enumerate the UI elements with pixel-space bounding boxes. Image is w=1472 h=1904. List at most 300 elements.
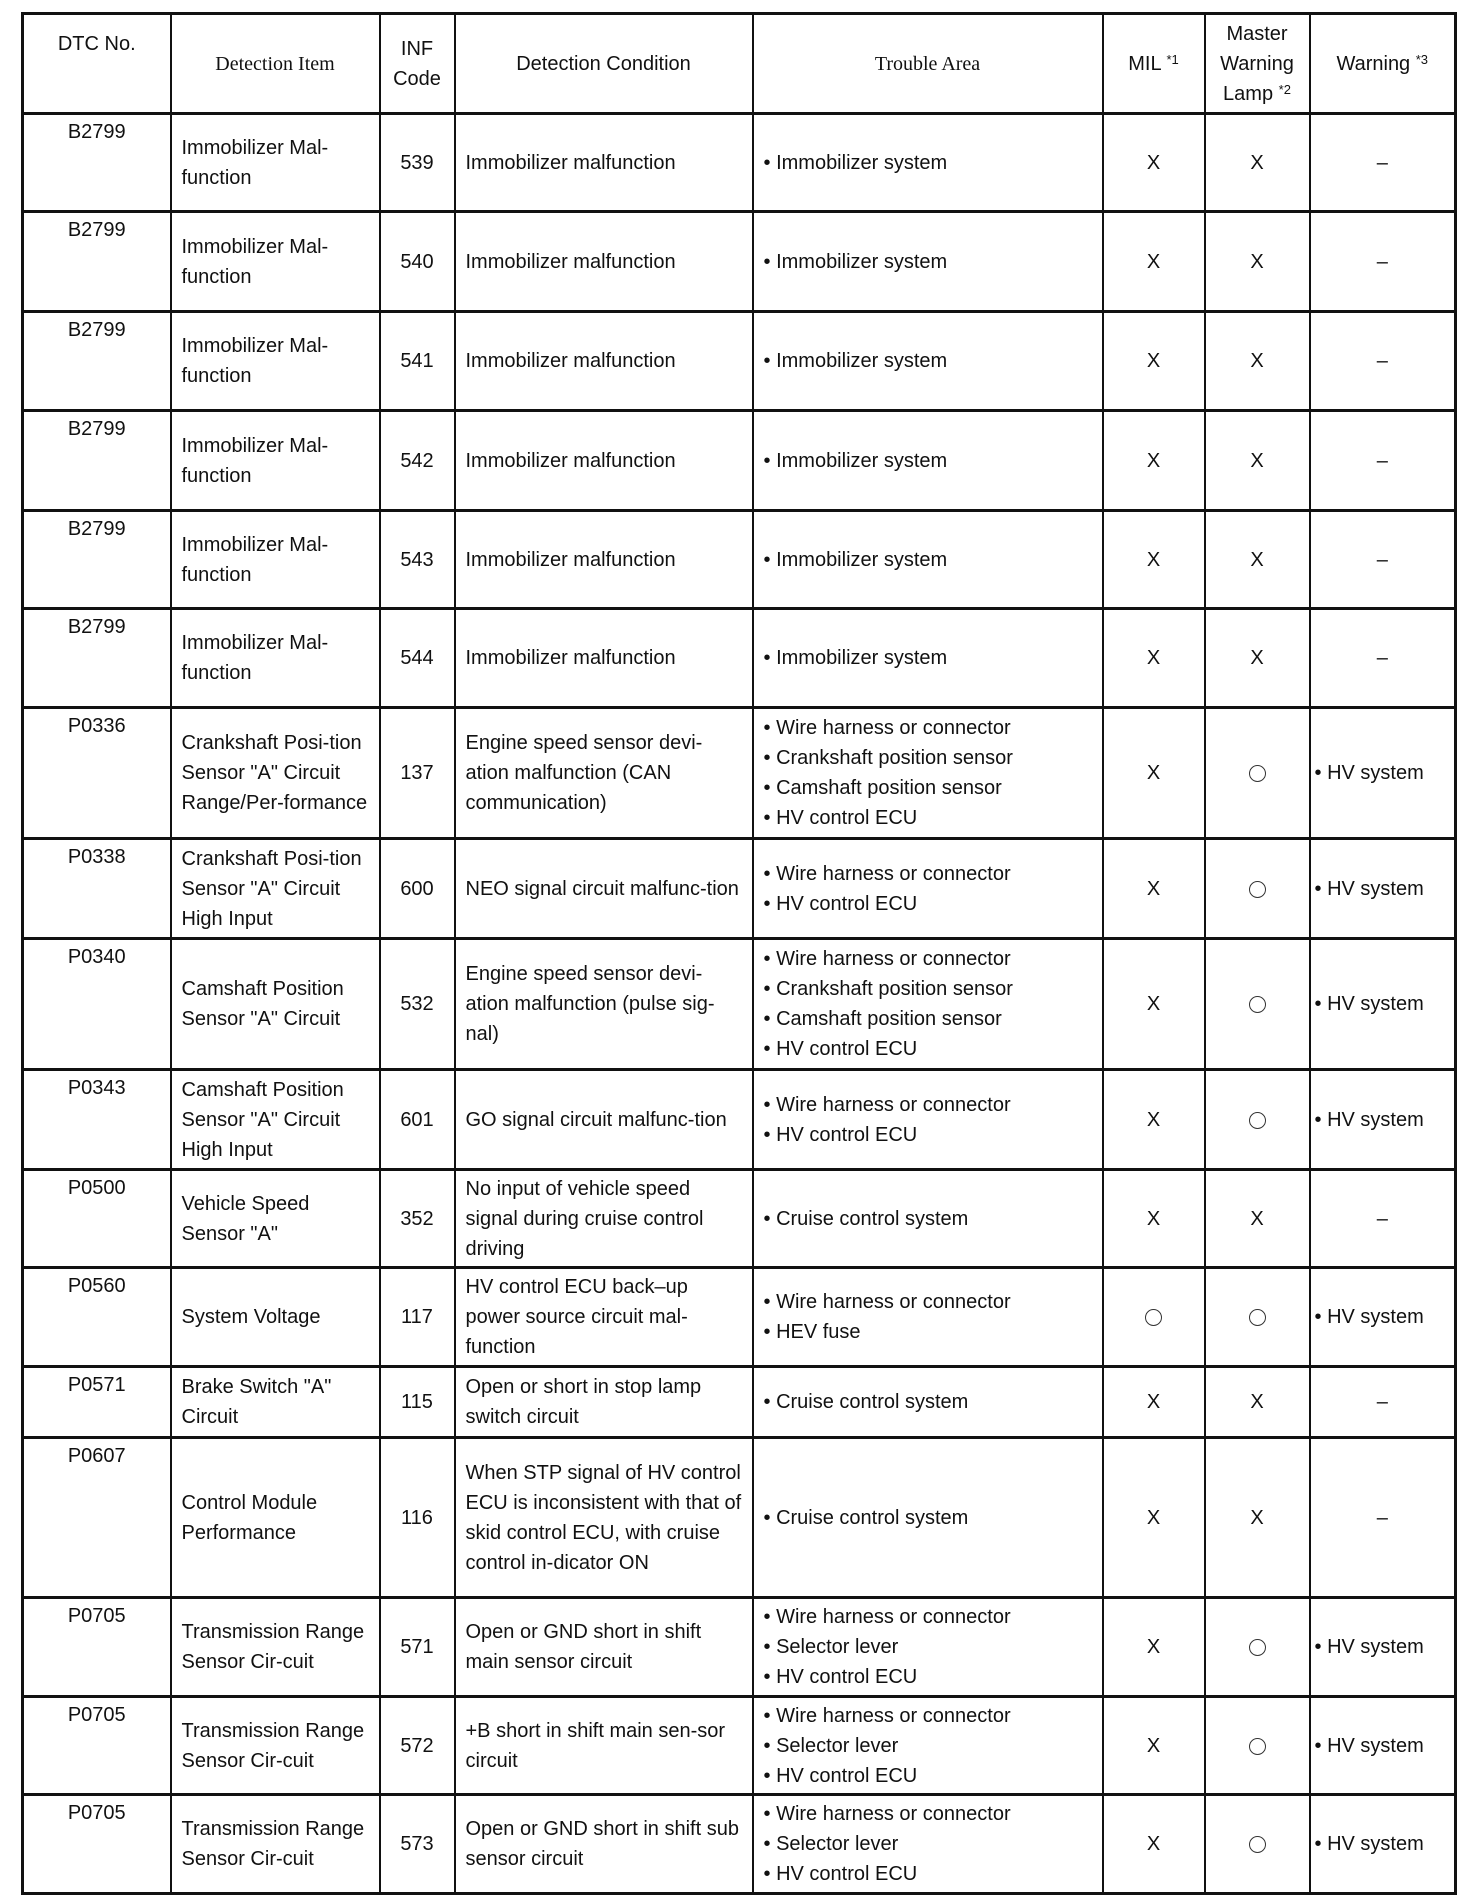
- dtc-code: P0340: [67, 946, 126, 968]
- trouble-area-item: • HV control ECU: [764, 1761, 1092, 1791]
- dtc-code: B2799: [67, 518, 126, 540]
- mil-value: X: [1146, 1506, 1161, 1529]
- master-warning-cell: [1205, 1598, 1310, 1697]
- table-row: [23, 1070, 1456, 1170]
- trouble-area-cell: [753, 839, 1103, 939]
- detection-item-cell: [171, 312, 380, 411]
- detection-item-cell: [171, 511, 380, 609]
- inf-code: 542: [400, 449, 434, 472]
- dtc-cell: [23, 1795, 171, 1894]
- detection-item: System Voltage: [181, 1306, 321, 1328]
- detection-item: Camshaft Position Sensor "A" Circuit: [181, 978, 344, 1030]
- mil-cell: [1103, 1697, 1205, 1795]
- mil-value: X: [1146, 1207, 1161, 1230]
- inf-code-cell: [380, 212, 455, 312]
- inf-code: 352: [400, 1207, 434, 1230]
- detection-item: Immobilizer Mal-function: [181, 632, 329, 684]
- dtc-code: B2799: [67, 616, 126, 638]
- table-row: [23, 1795, 1456, 1894]
- master-warning-value: X: [1250, 1391, 1264, 1413]
- detection-item: Camshaft Position Sensor "A" Circuit High Input: [181, 1078, 344, 1161]
- dtc-cell: [23, 1367, 171, 1438]
- mil-cell: [1103, 708, 1205, 839]
- mil-cell: [1103, 609, 1205, 708]
- detection-condition-cell: [455, 312, 753, 411]
- master-warning-cell: [1205, 411, 1310, 511]
- inf-code: 137: [400, 762, 434, 784]
- dtc-code: B2799: [67, 418, 126, 440]
- detection-condition: HV control ECU back–up power source circuit mal-function: [465, 1276, 688, 1358]
- mil-cell: [1103, 1070, 1205, 1170]
- header-dtc-label: DTC No.: [57, 33, 136, 55]
- detection-item-cell: [171, 1697, 380, 1795]
- detection-item-cell: [171, 1598, 380, 1697]
- master-warning-cell: [1205, 1367, 1310, 1438]
- trouble-area-cell: [753, 1598, 1103, 1697]
- trouble-area-item: • Cruise control system: [764, 1387, 1092, 1417]
- detection-item-cell: [171, 1170, 380, 1268]
- detection-condition-cell: [455, 411, 753, 511]
- mil-footnote: *1: [1166, 51, 1179, 67]
- warning-value: • HV system: [1315, 1109, 1424, 1131]
- dtc-cell: [23, 511, 171, 609]
- mil-value: X: [1146, 877, 1161, 900]
- mil-value: X: [1146, 647, 1161, 669]
- detection-condition: Engine speed sensor devi-ation malfunction (pulse sig-nal): [465, 963, 715, 1045]
- trouble-area-item: • HV control ECU: [764, 1034, 1092, 1064]
- warning-cell: [1310, 1598, 1456, 1697]
- warning-cell: [1310, 1438, 1456, 1598]
- detection-condition-cell: [455, 939, 753, 1070]
- inf-code: 541: [400, 350, 434, 372]
- trouble-area-item: • Immobilizer system: [764, 247, 1092, 277]
- trouble-area-item: • Wire harness or connector: [764, 1602, 1092, 1632]
- dtc-code: P0705: [67, 1605, 126, 1627]
- inf-code-cell: [380, 1598, 455, 1697]
- inf-code-cell: [380, 1697, 455, 1795]
- detection-condition: Immobilizer malfunction: [465, 250, 676, 273]
- detection-item: Transmission Range Sensor Cir-cuit: [181, 1719, 365, 1772]
- inf-code: 540: [400, 250, 434, 273]
- trouble-area-cell: [753, 1795, 1103, 1894]
- warning-cell: [1310, 1367, 1456, 1438]
- master-warning-circle-icon: [1249, 1112, 1266, 1129]
- table-row: [23, 1598, 1456, 1697]
- detection-condition-cell: [455, 839, 753, 939]
- inf-code: 117: [401, 1306, 433, 1328]
- inf-code-cell: [380, 1170, 455, 1268]
- master-warning-circle-icon: [1249, 765, 1266, 782]
- detection-condition-cell: [455, 511, 753, 609]
- trouble-area-item: • Immobilizer system: [764, 446, 1092, 476]
- header-inf-label: INF Code: [393, 37, 441, 90]
- master-warning-cell: [1205, 1170, 1310, 1268]
- warning-value: –: [1376, 1391, 1388, 1413]
- header-trouble-area: [753, 14, 1103, 114]
- header-item-label: Detection Item: [215, 52, 335, 75]
- dtc-cell: [23, 212, 171, 312]
- detection-condition: Open or GND short in shift main sensor circuit: [465, 1621, 702, 1673]
- inf-code-cell: [380, 1268, 455, 1367]
- detection-item-cell: [171, 1795, 380, 1894]
- mil-value: X: [1146, 250, 1161, 273]
- trouble-area-item: • Wire harness or connector: [764, 859, 1092, 889]
- inf-code-cell: [380, 1367, 455, 1438]
- mil-circle-icon: [1145, 1309, 1162, 1326]
- trouble-area-item: • Selector lever: [764, 1829, 1092, 1859]
- detection-condition: Immobilizer malfunction: [465, 548, 676, 571]
- detection-item: Transmission Range Sensor Cir-cuit: [181, 1818, 365, 1870]
- detection-item: Control Module Performance: [181, 1491, 318, 1544]
- master-warning-value: X: [1250, 548, 1264, 571]
- header-dtc: [23, 14, 171, 114]
- warning-cell: [1310, 839, 1456, 939]
- master-warning-value: X: [1250, 151, 1264, 174]
- trouble-area-item: • Wire harness or connector: [764, 1701, 1092, 1731]
- detection-condition: Immobilizer malfunction: [465, 449, 676, 472]
- detection-condition: Immobilizer malfunction: [465, 151, 676, 174]
- inf-code: 116: [401, 1506, 433, 1529]
- inf-code-cell: [380, 1795, 455, 1894]
- inf-code: 532: [400, 993, 434, 1015]
- warning-value: –: [1376, 1207, 1388, 1230]
- detection-condition-cell: [455, 1070, 753, 1170]
- master-warning-circle-icon: [1249, 1639, 1266, 1656]
- mil-cell: [1103, 939, 1205, 1070]
- trouble-area-item: • HV control ECU: [764, 1859, 1092, 1889]
- inf-code-cell: [380, 939, 455, 1070]
- dtc-code: P0343: [67, 1077, 126, 1099]
- dtc-cell: [23, 114, 171, 212]
- table-row: [23, 1268, 1456, 1367]
- mil-value: X: [1146, 1108, 1161, 1131]
- trouble-area-cell: [753, 411, 1103, 511]
- detection-item: Brake Switch "A" Circuit: [181, 1376, 332, 1428]
- table-row: [23, 212, 1456, 312]
- warning-cell: [1310, 1268, 1456, 1367]
- trouble-area-item: • Cruise control system: [764, 1204, 1092, 1234]
- detection-item-cell: [171, 411, 380, 511]
- detection-condition-cell: [455, 1170, 753, 1268]
- header-inf-code: [380, 14, 455, 114]
- warning-cell: [1310, 708, 1456, 839]
- header-master-label: Master Warning Lamp: [1220, 22, 1294, 105]
- detection-condition: Engine speed sensor devi-ation malfunction (CAN communication): [465, 732, 703, 814]
- detection-condition-cell: [455, 1268, 753, 1367]
- mil-value: X: [1146, 449, 1161, 472]
- trouble-area-item: • Crankshaft position sensor: [764, 974, 1092, 1004]
- dtc-code: P0705: [67, 1802, 126, 1824]
- master-warning-cell: [1205, 212, 1310, 312]
- mil-cell: [1103, 212, 1205, 312]
- trouble-area-cell: [753, 212, 1103, 312]
- detection-item: Immobilizer Mal-function: [181, 335, 329, 387]
- trouble-area-item: • Selector lever: [764, 1731, 1092, 1761]
- warning-value: • HV system: [1315, 878, 1424, 900]
- dtc-code: P0336: [67, 715, 126, 737]
- inf-code: 600: [400, 877, 434, 900]
- master-warning-cell: [1205, 1438, 1310, 1598]
- mil-cell: [1103, 1795, 1205, 1894]
- trouble-area-item: • Wire harness or connector: [764, 944, 1092, 974]
- master-warning-value: X: [1250, 1506, 1264, 1529]
- dtc-code: B2799: [67, 319, 126, 341]
- master-warning-value: X: [1250, 1207, 1264, 1230]
- dtc-table: [21, 12, 1457, 1895]
- dtc-cell: [23, 312, 171, 411]
- trouble-area-cell: [753, 511, 1103, 609]
- dtc-cell: [23, 1598, 171, 1697]
- detection-item-cell: [171, 212, 380, 312]
- inf-code-cell: [380, 411, 455, 511]
- trouble-area-item: • HV control ECU: [764, 803, 1092, 833]
- detection-item: Immobilizer Mal-function: [181, 533, 329, 586]
- dtc-code: B2799: [67, 121, 126, 143]
- trouble-area-item: • Immobilizer system: [764, 346, 1092, 376]
- trouble-area-item: • Wire harness or connector: [764, 1799, 1092, 1829]
- detection-condition-cell: [455, 1795, 753, 1894]
- table-row: [23, 1170, 1456, 1268]
- master-warning-cell: [1205, 609, 1310, 708]
- mil-cell: [1103, 411, 1205, 511]
- dtc-cell: [23, 1070, 171, 1170]
- detection-condition: Open or GND short in shift sub sensor circuit: [465, 1818, 739, 1870]
- mil-value: X: [1146, 151, 1161, 174]
- dtc-cell: [23, 939, 171, 1070]
- mil-value: X: [1146, 350, 1161, 372]
- detection-item-cell: [171, 839, 380, 939]
- table-row: [23, 708, 1456, 839]
- trouble-area-item: • Immobilizer system: [764, 545, 1092, 575]
- inf-code-cell: [380, 114, 455, 212]
- mil-cell: [1103, 1367, 1205, 1438]
- warning-value: –: [1376, 647, 1388, 669]
- inf-code-cell: [380, 1070, 455, 1170]
- detection-condition: Immobilizer malfunction: [465, 647, 676, 669]
- header-warning-label: Warning: [1336, 52, 1411, 75]
- detection-item: Transmission Range Sensor Cir-cuit: [181, 1621, 365, 1673]
- master-warning-value: X: [1250, 647, 1264, 669]
- master-warning-cell: [1205, 1070, 1310, 1170]
- trouble-area-item: • Wire harness or connector: [764, 713, 1092, 743]
- master-footnote: *2: [1278, 81, 1291, 97]
- inf-code: 539: [400, 151, 434, 174]
- master-warning-value: X: [1250, 449, 1264, 472]
- mil-cell: [1103, 1598, 1205, 1697]
- inf-code-cell: [380, 1438, 455, 1598]
- detection-item-cell: [171, 114, 380, 212]
- trouble-area-item: • Camshaft position sensor: [764, 1004, 1092, 1034]
- header-detection-condition: [455, 14, 753, 114]
- detection-condition-cell: [455, 609, 753, 708]
- mil-cell: [1103, 312, 1205, 411]
- dtc-cell: [23, 411, 171, 511]
- trouble-area-item: • Selector lever: [764, 1632, 1092, 1662]
- inf-code: 572: [400, 1734, 434, 1757]
- mil-value: X: [1146, 548, 1161, 571]
- dtc-cell: [23, 1438, 171, 1598]
- detection-item-cell: [171, 1367, 380, 1438]
- master-warning-circle-icon: [1249, 1836, 1266, 1853]
- mil-value: X: [1146, 1833, 1161, 1855]
- trouble-area-cell: [753, 1697, 1103, 1795]
- master-warning-value: X: [1250, 250, 1264, 273]
- warning-cell: [1310, 1170, 1456, 1268]
- trouble-area-cell: [753, 1268, 1103, 1367]
- header-warning: [1310, 14, 1456, 114]
- table-row: [23, 1367, 1456, 1438]
- warning-cell: [1310, 939, 1456, 1070]
- trouble-area-item: • Camshaft position sensor: [764, 773, 1092, 803]
- mil-cell: [1103, 1268, 1205, 1367]
- warning-cell: [1310, 212, 1456, 312]
- header-master-warning-lamp: [1205, 14, 1310, 114]
- trouble-area-cell: [753, 114, 1103, 212]
- inf-code: 115: [401, 1391, 433, 1413]
- trouble-area-cell: [753, 708, 1103, 839]
- inf-code: 573: [400, 1833, 434, 1855]
- warning-cell: [1310, 609, 1456, 708]
- trouble-area-cell: [753, 1170, 1103, 1268]
- mil-cell: [1103, 1170, 1205, 1268]
- detection-condition: GO signal circuit malfunc-tion: [465, 1108, 727, 1131]
- master-warning-circle-icon: [1249, 1738, 1266, 1755]
- trouble-area-item: • HV control ECU: [764, 1120, 1092, 1150]
- inf-code-cell: [380, 312, 455, 411]
- dtc-code: P0607: [67, 1445, 126, 1467]
- header-mil: [1103, 14, 1205, 114]
- master-warning-cell: [1205, 1268, 1310, 1367]
- detection-condition: When STP signal of HV control ECU is inconsistent with that of skid control ECU, with cruise control in-dicator ON: [465, 1461, 742, 1574]
- trouble-area-cell: [753, 1438, 1103, 1598]
- mil-value: X: [1146, 1734, 1161, 1757]
- warning-cell: [1310, 411, 1456, 511]
- inf-code: 571: [400, 1636, 434, 1658]
- detection-item: Immobilizer Mal-function: [181, 434, 329, 487]
- dtc-cell: [23, 708, 171, 839]
- inf-code-cell: [380, 609, 455, 708]
- trouble-area-cell: [753, 939, 1103, 1070]
- trouble-area-item: • Immobilizer system: [764, 643, 1092, 673]
- dtc-code: P0571: [67, 1374, 126, 1396]
- trouble-area-item: • Crankshaft position sensor: [764, 743, 1092, 773]
- dtc-code: P0338: [67, 846, 126, 868]
- detection-item-cell: [171, 1070, 380, 1170]
- warning-value: –: [1376, 250, 1388, 273]
- dtc-code: P0705: [67, 1704, 126, 1726]
- detection-item-cell: [171, 708, 380, 839]
- mil-cell: [1103, 114, 1205, 212]
- master-warning-cell: [1205, 839, 1310, 939]
- mil-value: X: [1146, 762, 1161, 784]
- mil-value: X: [1146, 993, 1161, 1015]
- detection-item: Vehicle Speed Sensor "A": [181, 1192, 310, 1245]
- inf-code-cell: [380, 708, 455, 839]
- warning-value: –: [1376, 449, 1388, 472]
- trouble-area-item: • HEV fuse: [764, 1317, 1092, 1347]
- table-row: [23, 1697, 1456, 1795]
- dtc-cell: [23, 1697, 171, 1795]
- detection-condition-cell: [455, 1367, 753, 1438]
- table-row: [23, 114, 1456, 212]
- detection-condition-cell: [455, 114, 753, 212]
- warning-cell: [1310, 1070, 1456, 1170]
- warning-cell: [1310, 1795, 1456, 1894]
- detection-condition-cell: [455, 212, 753, 312]
- table-row: [23, 312, 1456, 411]
- detection-condition-cell: [455, 1438, 753, 1598]
- inf-code: 601: [400, 1108, 434, 1131]
- warning-value: • HV system: [1315, 993, 1424, 1015]
- master-warning-cell: [1205, 511, 1310, 609]
- master-warning-circle-icon: [1249, 1309, 1266, 1326]
- detection-item-cell: [171, 1268, 380, 1367]
- detection-item-cell: [171, 609, 380, 708]
- detection-condition: Immobilizer malfunction: [465, 350, 676, 372]
- header-condition-label: Detection Condition: [516, 52, 691, 75]
- warning-footnote: *3: [1415, 51, 1429, 67]
- mil-cell: [1103, 1438, 1205, 1598]
- warning-value: • HV system: [1315, 1833, 1424, 1855]
- master-warning-circle-icon: [1249, 881, 1266, 898]
- warning-cell: [1310, 114, 1456, 212]
- detection-item: Immobilizer Mal-function: [181, 136, 329, 189]
- inf-code-cell: [380, 839, 455, 939]
- mil-value: X: [1146, 1391, 1161, 1413]
- warning-cell: [1310, 1697, 1456, 1795]
- detection-condition: +B short in shift main sen-sor circuit: [465, 1719, 726, 1772]
- trouble-area-cell: [753, 609, 1103, 708]
- dtc-code: B2799: [67, 219, 126, 241]
- table-row: [23, 939, 1456, 1070]
- dtc-code: P0500: [67, 1177, 126, 1199]
- detection-condition-cell: [455, 1598, 753, 1697]
- detection-item: Immobilizer Mal-function: [181, 235, 329, 288]
- mil-cell: [1103, 511, 1205, 609]
- table-row: [23, 839, 1456, 939]
- mil-value: X: [1146, 1636, 1161, 1658]
- trouble-area-item: • Wire harness or connector: [764, 1090, 1092, 1120]
- header-area-label: Trouble Area: [874, 52, 981, 75]
- detection-condition: Open or short in stop lamp switch circuit: [465, 1376, 702, 1428]
- master-warning-cell: [1205, 114, 1310, 212]
- dtc-cell: [23, 1170, 171, 1268]
- trouble-area-item: • Cruise control system: [764, 1503, 1092, 1533]
- trouble-area-item: • Immobilizer system: [764, 148, 1092, 178]
- master-warning-cell: [1205, 708, 1310, 839]
- master-warning-circle-icon: [1249, 996, 1266, 1013]
- table-row: [23, 511, 1456, 609]
- mil-cell: [1103, 839, 1205, 939]
- warning-value: –: [1376, 151, 1388, 174]
- warning-cell: [1310, 312, 1456, 411]
- trouble-area-item: • HV control ECU: [764, 1662, 1092, 1692]
- warning-value: • HV system: [1315, 1306, 1424, 1328]
- warning-cell: [1310, 511, 1456, 609]
- trouble-area-item: • HV control ECU: [764, 889, 1092, 919]
- header-mil-label: MIL: [1128, 52, 1161, 75]
- warning-value: • HV system: [1315, 1735, 1424, 1757]
- master-warning-cell: [1205, 1795, 1310, 1894]
- warning-value: –: [1376, 350, 1388, 372]
- warning-value: • HV system: [1315, 762, 1424, 784]
- warning-value: –: [1376, 1506, 1388, 1529]
- inf-code: 543: [400, 548, 434, 571]
- warning-value: • HV system: [1315, 1636, 1424, 1658]
- detection-item: Crankshaft Posi-tion Sensor "A" Circuit Range/Per-formance: [181, 732, 368, 814]
- warning-value: –: [1376, 548, 1388, 571]
- dtc-code: P0560: [67, 1275, 126, 1297]
